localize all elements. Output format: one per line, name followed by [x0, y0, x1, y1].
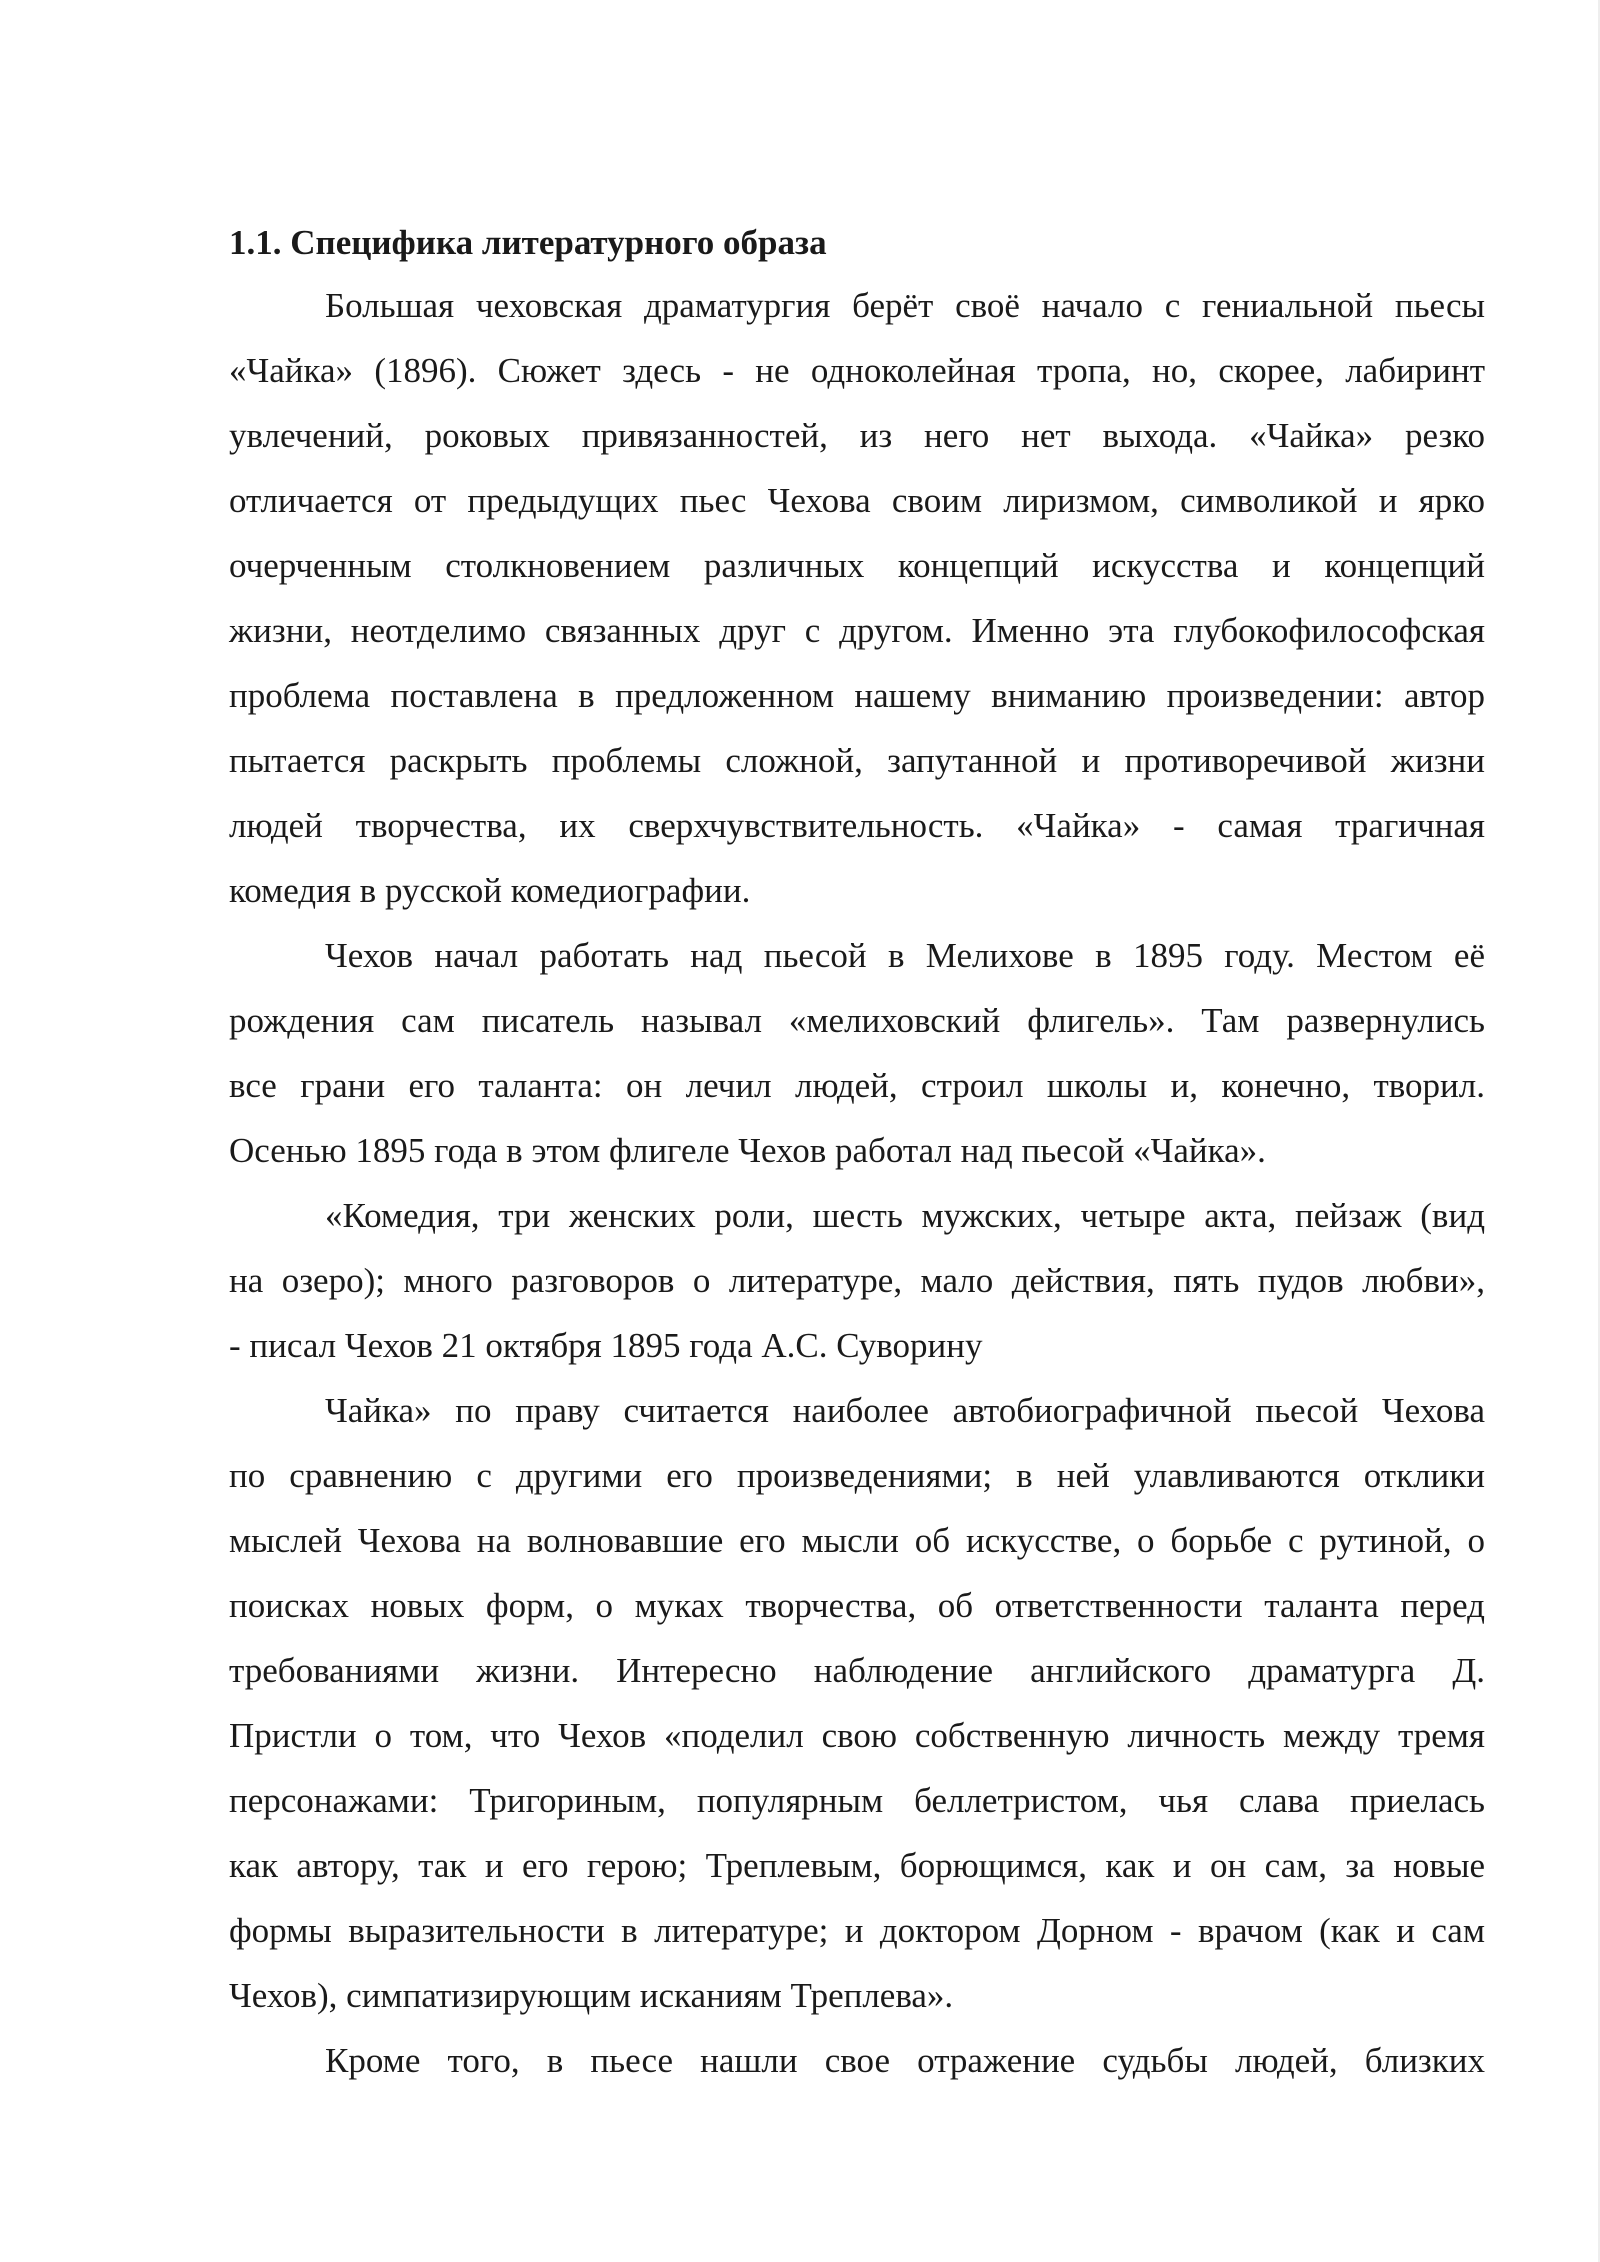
document-body: [229, 213, 1485, 2093]
paragraph-line: жизни, неотделимо связанных друг с другом. Именно эта глубокофилософская: [229, 611, 1485, 650]
paragraph-line: мыслей Чехова на волновавшие его мысли об искусстве, о борьбе с рутиной, о: [229, 1521, 1485, 1560]
paragraph-line: проблема поставлена в предложенном нашему вниманию произведении: автор: [229, 676, 1485, 715]
paragraph-line: Большая чеховская драматургия берёт своё начало с гениальной пьесы: [325, 286, 1485, 325]
paragraph-line: очерченным столкновением различных концепций искусства и концепций: [229, 546, 1485, 585]
paragraph-line: поисках новых форм, о муках творчества, об ответственности таланта перед: [229, 1586, 1485, 1625]
paragraph-line: персонажами: Тригориным, популярным беллетристом, чья слава приелась: [229, 1781, 1485, 1820]
paragraph-line: увлечений, роковых привязанностей, из него нет выхода. «Чайка» резко: [229, 416, 1485, 455]
paragraph: [229, 273, 1485, 923]
paragraph-line: по сравнению с другими его произведениями; в ней улавливаются отклики: [229, 1456, 1485, 1495]
section-heading: 1.1. Специфика литературного образа: [229, 223, 827, 262]
paragraph-line: на озеро); много разговоров о литературе, мало действия, пять пудов любви»,: [229, 1261, 1485, 1300]
paragraph-line: как автору, так и его герою; Треплевым, борющимся, как и он сам, за новые: [229, 1846, 1485, 1885]
paragraph-line: людей творчества, их сверхчувствительность. «Чайка» - самая трагичная: [229, 806, 1485, 845]
paragraph: [229, 1183, 1485, 1378]
paragraph: [229, 1378, 1485, 2028]
paragraph-line: - писал Чехов 21 октября 1895 года А.С. Суворину: [229, 1326, 983, 1365]
paragraph-line: «Комедия, три женских роли, шесть мужских, четыре акта, пейзаж (вид: [325, 1196, 1485, 1235]
paragraphs-container: [229, 273, 1485, 2093]
paragraph-line: Чайка» по праву считается наиболее автобиографичной пьесой Чехова: [325, 1391, 1485, 1430]
paragraph-line: все грани его таланта: он лечил людей, строил школы и, конечно, творил.: [229, 1066, 1485, 1105]
paragraph-line: Чехов начал работать над пьесой в Мелихове в 1895 году. Местом её: [325, 936, 1485, 975]
paragraph-line: пытается раскрыть проблемы сложной, запутанной и противоречивой жизни: [229, 741, 1485, 780]
paragraph-line: комедия в русской комедиографии.: [229, 871, 751, 910]
paragraph-line: формы выразительности в литературе; и доктором Дорном - врачом (как и сам: [229, 1911, 1485, 1950]
paragraph-line: Чехов), симпатизирующим исканиям Треплева».: [229, 1976, 954, 2015]
paragraph-line: Пристли о том, что Чехов «поделил свою собственную личность между тремя: [229, 1716, 1485, 1755]
paragraph: [229, 923, 1485, 1183]
paragraph-line: требованиями жизни. Интересно наблюдение английского драматурга Д.: [229, 1651, 1485, 1690]
paragraph-line: «Чайка» (1896). Сюжет здесь - не одноколейная тропа, но, скорее, лабиринт: [229, 351, 1485, 390]
paragraph: [229, 2028, 1485, 2093]
paragraph-line: Осенью 1895 года в этом флигеле Чехов работал над пьесой «Чайка».: [229, 1131, 1266, 1170]
paragraph-line: отличается от предыдущих пьес Чехова своим лиризмом, символикой и ярко: [229, 481, 1485, 520]
paragraph-line: Кроме того, в пьесе нашли свое отражение судьбы людей, близких: [325, 2041, 1485, 2080]
paragraph-line: рождения сам писатель называл «мелиховский флигель». Там развернулись: [229, 1001, 1485, 1040]
